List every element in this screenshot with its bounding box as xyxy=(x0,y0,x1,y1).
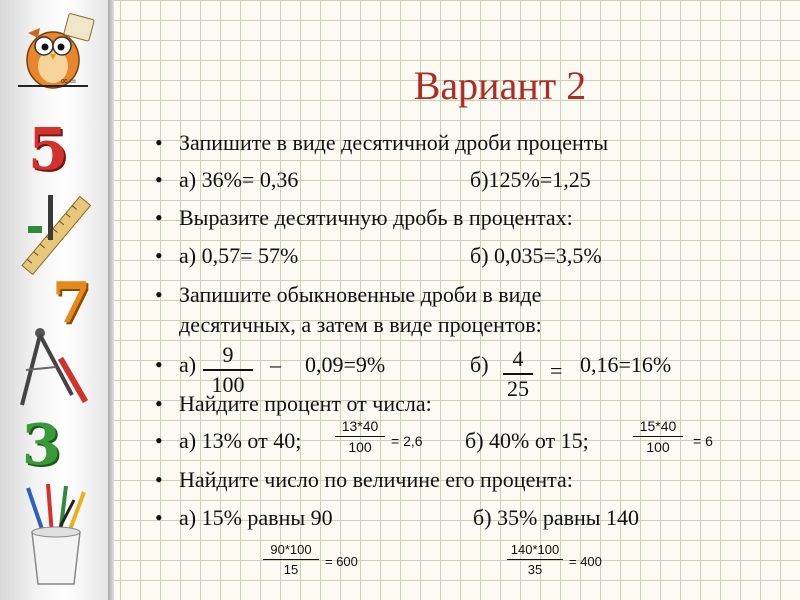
fraction-nine-hundredths xyxy=(203,344,253,396)
bottom-calc-result-a: = 600 xyxy=(325,554,358,569)
calc-result-b: = 6 xyxy=(693,433,713,449)
calc-numerator: 140*100 xyxy=(510,542,560,557)
bottom-calc-fraction-b xyxy=(507,542,563,577)
fraction-four-twentyfifths xyxy=(503,348,533,400)
fraction-bar xyxy=(503,373,533,375)
bullet-icon: • xyxy=(155,282,163,307)
answer-a: а) 15% равны 90 xyxy=(179,505,333,530)
answer-b: б) 40% от 15; xyxy=(465,428,589,453)
ruler-pencil-icon xyxy=(10,190,100,280)
bottom-calc-result-b: = 400 xyxy=(569,554,602,569)
fraction-numerator: 4 xyxy=(512,346,524,371)
answer-b-result: 0,16=16% xyxy=(580,352,672,377)
answer-b-eq: = xyxy=(550,358,563,383)
answer-a: а) 13% от 40; xyxy=(179,428,302,453)
slide-title: Вариант 2 xyxy=(413,63,587,108)
calc-bar xyxy=(335,436,385,437)
task-heading: Запишите обыкновенные дроби в виде xyxy=(179,282,542,307)
calc-numerator: 13*40 xyxy=(341,418,379,434)
bullet-icon: • xyxy=(155,352,163,377)
answer-b: б) 35% равны 140 xyxy=(473,505,640,530)
answer-b-prefix: б) xyxy=(470,352,489,377)
bullet-icon: • xyxy=(155,167,163,192)
calc-denominator: 15 xyxy=(283,562,299,577)
bullet-icon: • xyxy=(155,243,163,268)
digit-five: 5 xyxy=(28,115,69,183)
answer-a-result: 0,09=9% xyxy=(305,352,386,377)
strip-frame xyxy=(108,0,114,600)
calc-bar xyxy=(507,559,563,560)
task-heading-cont: десятичных, а затем в виде процентов: xyxy=(179,312,542,337)
task-heading: Запишите в виде десятичной дроби проценты xyxy=(179,130,609,155)
digit-seven: 7 xyxy=(52,270,91,336)
fraction-denominator: 100 xyxy=(211,371,245,397)
calc-bar xyxy=(633,436,683,437)
calc-denominator: 100 xyxy=(646,439,670,455)
bullet-icon: • xyxy=(155,505,163,530)
bullet-icon: • xyxy=(155,467,163,492)
answer-b: б)125%=1,25 xyxy=(470,167,591,192)
calc-numerator: 90*100 xyxy=(270,542,312,557)
answer-a-prefix: а) xyxy=(179,352,197,377)
task-heading: Найдите число по величине его процента: xyxy=(179,467,573,492)
task-heading: Найдите процент от числа: xyxy=(179,391,432,416)
answer-a-eq: – xyxy=(270,352,281,377)
answer-a: а) 36%= 0,36 xyxy=(179,167,299,192)
bullet-icon: • xyxy=(155,205,163,230)
fraction-denominator: 25 xyxy=(507,375,529,401)
bullet-icon: • xyxy=(155,391,163,416)
digit-three: 3 xyxy=(22,412,61,478)
bullet-icon: • xyxy=(155,130,163,155)
bullet-icon: • xyxy=(155,428,163,453)
owl-teacher-icon xyxy=(8,8,103,93)
fraction-numerator: 9 xyxy=(222,342,234,367)
svg-text:∞=: ∞= xyxy=(60,76,77,87)
compass-icon xyxy=(12,325,102,415)
answer-a: а) 0,57= 57% xyxy=(179,243,299,268)
pencil-cup-icon xyxy=(14,480,99,590)
calc-bar xyxy=(263,559,319,560)
left-decoration-strip xyxy=(0,0,109,600)
fraction-bar xyxy=(203,369,253,371)
calc-denominator: 35 xyxy=(527,562,543,577)
calc-denominator: 100 xyxy=(348,439,372,455)
calc-fraction-a xyxy=(335,418,385,455)
task-heading: Выразите десятичную дробь в процентах: xyxy=(179,205,573,230)
answer-b: б) 0,035=3,5% xyxy=(470,243,602,268)
calc-fraction-b xyxy=(633,418,683,455)
calc-result-a: = 2,6 xyxy=(391,433,423,449)
bottom-calc-fraction-a xyxy=(263,542,319,577)
calc-numerator: 15*40 xyxy=(639,418,677,434)
